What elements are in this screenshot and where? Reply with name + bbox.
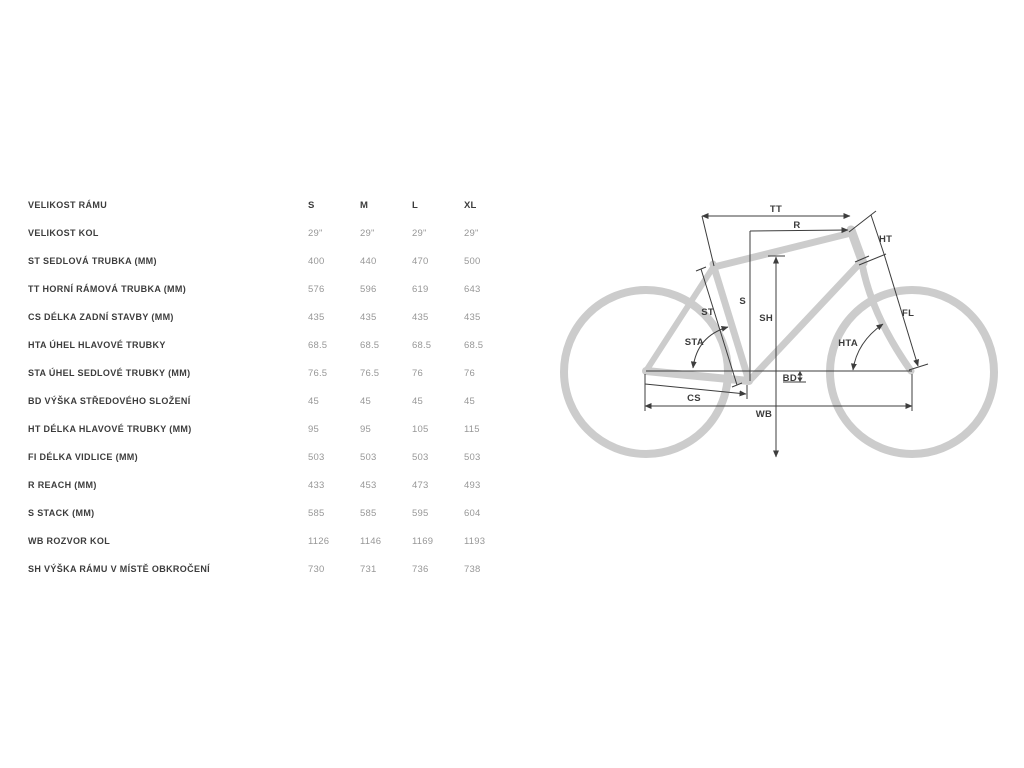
row-value: 45 <box>412 395 423 407</box>
row-value: 68.5 <box>308 339 328 351</box>
label-cs: CS <box>687 393 701 404</box>
row-value: 736 <box>412 563 429 575</box>
label-wb: WB <box>755 409 773 420</box>
label-bd: BD <box>782 373 797 384</box>
row-value: 730 <box>308 563 325 575</box>
row-value: 29" <box>360 227 375 239</box>
row-value: 435 <box>464 311 481 323</box>
row-label: S STACK (MM) <box>28 508 95 518</box>
row-value: 435 <box>360 311 377 323</box>
bike-frame <box>564 230 994 454</box>
row-label: SH VÝŠKA RÁMU V MÍSTĚ OBKROČENÍ <box>28 564 211 574</box>
row-value: 68.5 <box>360 339 380 351</box>
row-value: 453 <box>360 479 377 491</box>
row-label: CS DÉLKA ZADNÍ STAVBY (MM) <box>28 312 174 322</box>
row-label: VELIKOST KOL <box>28 228 99 238</box>
row-value: 738 <box>464 563 481 575</box>
row-label: HT DÉLKA HLAVOVÉ TRUBKY (MM) <box>28 424 192 434</box>
row-value: 29" <box>464 227 479 239</box>
row-value: 95 <box>360 423 371 435</box>
row-value: 473 <box>412 479 429 491</box>
label-ht: HT <box>879 234 893 245</box>
row-label: WB ROZVOR KOL <box>28 536 111 546</box>
row-value: 45 <box>464 395 475 407</box>
row-value: 76 <box>464 367 475 379</box>
row-value: 500 <box>464 255 481 267</box>
row-value: 1169 <box>412 535 434 547</box>
column-header-m: M <box>360 199 369 211</box>
row-label: TT HORNÍ RÁMOVÁ TRUBKA (MM) <box>28 284 187 294</box>
row-value: 585 <box>360 507 377 519</box>
row-value: 440 <box>360 255 377 267</box>
column-header-xl: XL <box>464 199 477 211</box>
top-tube <box>714 233 851 267</box>
row-label: R REACH (MM) <box>28 480 97 490</box>
row-value: 435 <box>412 311 429 323</box>
label-hta: HTA <box>838 338 858 349</box>
row-value: 45 <box>308 395 319 407</box>
row-value: 29" <box>412 227 427 239</box>
row-value: 29" <box>308 227 323 239</box>
row-value: 400 <box>308 255 325 267</box>
column-header-l: L <box>412 199 419 211</box>
row-value: 503 <box>360 451 377 463</box>
label-tt: TT <box>769 204 783 215</box>
row-value: 76 <box>412 367 423 379</box>
row-value: 503 <box>464 451 481 463</box>
row-label: BD VÝŠKA STŘEDOVÉHO SLOŽENÍ <box>28 396 191 406</box>
row-label: ST SEDLOVÁ TRUBKA (MM) <box>28 256 157 266</box>
row-value: 45 <box>360 395 371 407</box>
row-value: 1126 <box>308 535 330 547</box>
row-value: 503 <box>412 451 429 463</box>
row-value: 493 <box>464 479 481 491</box>
row-value: 105 <box>412 423 429 435</box>
row-value: 619 <box>412 283 429 295</box>
row-value: 604 <box>464 507 481 519</box>
label-st: ST <box>701 307 714 318</box>
row-value: 503 <box>308 451 325 463</box>
row-value: 470 <box>412 255 429 267</box>
table-header-label: VELIKOST RÁMU <box>28 200 108 210</box>
row-value: 585 <box>308 507 325 519</box>
row-value: 643 <box>464 283 481 295</box>
dim-wb <box>645 374 912 411</box>
label-sh: SH <box>759 313 773 324</box>
row-value: 76.5 <box>308 367 328 379</box>
row-label: HTA ÚHEL HLAVOVÉ TRUBKY <box>28 340 166 350</box>
row-value: 435 <box>308 311 325 323</box>
label-r: R <box>793 220 801 231</box>
head-tube <box>851 230 863 263</box>
row-value: 95 <box>308 423 319 435</box>
row-value: 76.5 <box>360 367 380 379</box>
row-value: 1193 <box>464 535 486 547</box>
row-label: FI DÉLKA VIDLICE (MM) <box>28 452 139 462</box>
row-value: 1146 <box>360 535 382 547</box>
column-header-s: S <box>308 199 315 211</box>
row-value: 433 <box>308 479 325 491</box>
row-value: 115 <box>464 423 480 435</box>
label-s: S <box>739 296 746 307</box>
label-fl: FL <box>902 308 915 319</box>
row-value: 596 <box>360 283 377 295</box>
row-label: STA ÚHEL SEDLOVÉ TRUBKY (MM) <box>28 368 191 378</box>
row-value: 576 <box>308 283 325 295</box>
row-value: 68.5 <box>412 339 432 351</box>
row-value: 731 <box>360 563 377 575</box>
label-sta: STA <box>684 337 704 348</box>
row-value: 595 <box>412 507 429 519</box>
row-value: 68.5 <box>464 339 484 351</box>
